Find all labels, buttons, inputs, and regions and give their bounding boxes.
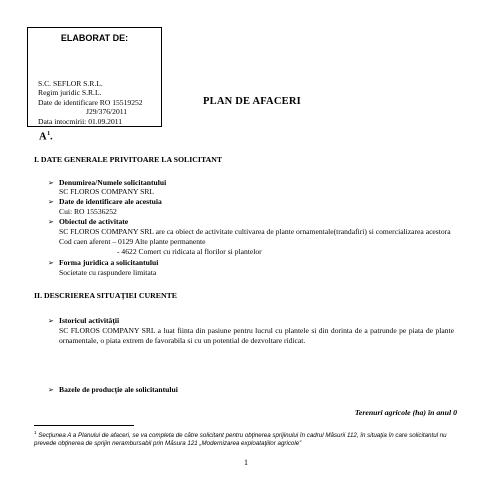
footnote-number: 1 (34, 430, 37, 435)
forma-juridica-label: Forma juridica a solicitantului (59, 258, 159, 267)
registration-number-line: J29/376/2011 (86, 107, 128, 117)
arrow-bullet-icon: ➢ (48, 317, 54, 325)
terenuri-heading: Terenuri agricole (ha) în anul 0 (354, 408, 457, 417)
prepared-by-box (27, 27, 162, 127)
footnote-text: Secţiunea A a Planului de afaceri, se va completa de către solicitant pentru obţinerea sprijinului în cadrul Măsurii 112, în situaţia în care solicitantul nu prevede obţinerea de sprijin nerambursabil prin Măsura 121 „Modernizarea exploataţiilor agricole” (34, 432, 447, 448)
arrow-bullet-icon: ➢ (48, 198, 54, 206)
section-a-label (39, 131, 53, 143)
denumire-label: Denumirea/Numele solicitantului (59, 178, 167, 187)
istoric-paragraph: SC FLOROS COMPANY SRL a luat fiinta din pasiune pentru lucrul cu plantele si din dorinta de a patrunde pe piata de plante ornamentale, o piata extrem de favorabila si cu un potential de dezvoltare ridicat. (59, 326, 454, 345)
caen-code-line: Cod caen aferent – 0129 Alte plante permanente (59, 237, 206, 246)
denumire-value: SC FLOROS COMPANY SRL (59, 187, 155, 196)
company-name-line: S.C. SEFLOR S.R.L. (38, 79, 103, 88)
section-1-heading: I. DATE GENERALE PRIVITOARE LA SOLICITANT (34, 155, 223, 164)
identificare-label: Date de identificare ale acestuia (59, 197, 162, 206)
bazele-label: Bazele de producţie ale solicitantului (59, 385, 178, 394)
arrow-bullet-icon: ➢ (48, 386, 54, 394)
date-line: Data intocmirii: 01.09.2011 (38, 116, 123, 126)
obiect-description: SC FLOROS COMPANY SRL are ca obiect de activitate cultivarea de plante ornamentale(trandafiri) si comercializarea acestora (59, 227, 451, 236)
list-item-istoric (48, 316, 119, 325)
page-number: 1 (244, 458, 248, 467)
section-a-dot: . (50, 131, 53, 143)
document-title: PLAN DE AFACERI (203, 96, 301, 107)
footnote-ref: 1 (47, 131, 51, 137)
legal-regime-line: Regim juridic S.R.L. (38, 88, 102, 98)
istoric-label: Istoricul activităţii (59, 316, 120, 325)
arrow-bullet-icon: ➢ (48, 218, 54, 226)
list-item-denumire (48, 178, 166, 187)
identification-line: Date de identificare RO 15519252 (38, 97, 143, 107)
list-item-forma-juridica (48, 258, 158, 267)
list-item-obiect (48, 217, 128, 226)
prepared-by-title: ELABORAT DE: (60, 33, 129, 43)
obiect-label: Obiectul de activitate (59, 217, 129, 226)
footnote-divider (34, 425, 134, 426)
footnote (34, 429, 459, 449)
caen-code-line-2: - 4622 Comert cu ridicata al florilor si plantelor (117, 247, 262, 256)
arrow-bullet-icon: ➢ (48, 179, 54, 187)
list-item-identificare (48, 197, 162, 206)
section-2-heading: II. DESCRIEREA SITUAŢIEI CURENTE (34, 291, 177, 300)
identificare-value: Cui: RO 15536252 (59, 207, 117, 216)
forma-juridica-value: Societate cu raspundere limitata (59, 268, 157, 277)
prepared-by-details (38, 79, 143, 126)
section-a-letter: A (39, 131, 47, 143)
list-item-bazele (48, 385, 178, 394)
arrow-bullet-icon: ➢ (48, 259, 54, 267)
